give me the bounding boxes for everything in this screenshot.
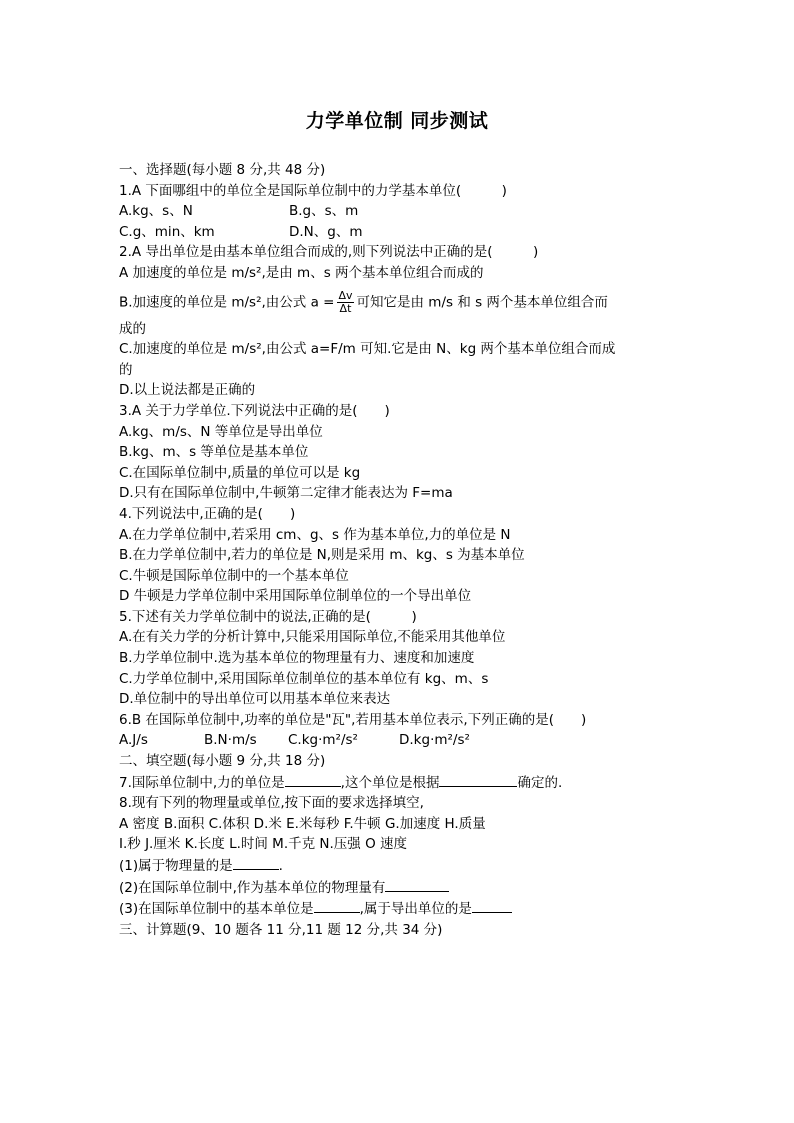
question-6-options-row bbox=[119, 730, 679, 751]
question-2-stem: 2.A 导出单位是由基本单位组合而成的,则下列说法中正确的是( ) bbox=[119, 244, 539, 261]
document-body bbox=[119, 160, 679, 940]
question-5-option-c: C.力学单位制中,采用国际单位制单位的基本单位有 kg、m、s bbox=[119, 670, 489, 687]
question-6-option-b: B.N·m/s bbox=[204, 732, 257, 749]
section-heading-fill: 二、填空题(每小题 9 分,共 18 分) bbox=[119, 753, 326, 770]
question-1-options-row-2 bbox=[119, 222, 679, 243]
question-7-blank-1 bbox=[285, 772, 341, 787]
question-1-option-a: A.kg、s、N bbox=[119, 203, 193, 220]
question-8-part-1 bbox=[119, 855, 679, 877]
question-6-option-c: C.kg·m²/s² bbox=[288, 732, 358, 749]
question-8-stem: 8.现有下列的物理量或单位,按下面的要求选择填空, bbox=[119, 795, 424, 812]
question-8-list-1: A 密度 B.面积 C.体积 D.米 E.米每秒 F.牛顿 G.加速度 H.质量 bbox=[119, 815, 486, 832]
question-1-option-c: C.g、min、km bbox=[119, 223, 215, 240]
question-8-part-3-text: (3)在国际单位制中的基本单位是 bbox=[119, 901, 314, 918]
question-2-option-c: C.加速度的单位是 m/s²,由公式 a=F/m 可知.它是由 N、kg 两个基本单位组合而成 bbox=[119, 341, 616, 358]
question-6-stem: 6.B 在国际单位制中,功率的单位是"瓦",若用基本单位表示,下列正确的是( ) bbox=[119, 711, 587, 728]
question-8-part-3-blank-1 bbox=[314, 898, 360, 913]
question-3-stem: 3.A 关于力学单位.下列说法中正确的是( ) bbox=[119, 402, 390, 419]
question-4-option-a: A.在力学单位制中,若采用 cm、g、s 作为基本单位,力的单位是 N bbox=[119, 526, 511, 543]
question-8-part-2-blank bbox=[385, 877, 449, 892]
question-3-option-c: C.在国际单位制中,质量的单位可以是 kg bbox=[119, 464, 361, 481]
question-8-part-1-blank bbox=[233, 855, 279, 870]
question-6-option-a: A.J/s bbox=[119, 732, 148, 749]
question-3-option-d: D.只有在国际单位制中,牛顿第二定律才能表达为 F=ma bbox=[119, 485, 453, 502]
formula-fraction bbox=[337, 290, 353, 315]
question-2-option-d: D.以上说法都是正确的 bbox=[119, 382, 256, 399]
question-8-part-3 bbox=[119, 898, 679, 920]
question-2-option-a: A 加速度的单位是 m/s²,是由 m、s 两个基本单位组合而成的 bbox=[119, 264, 484, 281]
question-5-stem: 5.下述有关力学单位制中的说法,正确的是( ) bbox=[119, 608, 417, 625]
fraction-denominator: Δt bbox=[339, 301, 352, 315]
section-heading-calc: 三、计算题(9、10 题各 11 分,11 题 12 分,共 34 分) bbox=[119, 921, 443, 938]
question-3-option-b: B.kg、m、s 等单位是基本单位 bbox=[119, 444, 309, 461]
question-4-option-d: D 牛顿是力学单位制中采用国际单位制单位的一个导出单位 bbox=[119, 588, 472, 605]
question-7 bbox=[119, 772, 679, 794]
fraction-numerator: Δv bbox=[338, 288, 353, 302]
question-8-part-3-mid: ,属于导出单位的是 bbox=[359, 901, 472, 918]
question-1-option-d: D.N、g、m bbox=[289, 223, 363, 240]
question-8-part-1-text: (1)属于物理量的是 bbox=[119, 858, 233, 874]
question-2-option-b-continued: 成的 bbox=[119, 320, 146, 337]
question-8-list-2: I.秒 J.厘米 K.长度 L.时间 M.千克 N.压强 O 速度 bbox=[119, 836, 407, 853]
question-1-stem: 1.A 下面哪组中的单位全是国际单位制中的力学基本单位( ) bbox=[119, 182, 507, 199]
question-3-option-a: A.kg、m/s、N 等单位是导出单位 bbox=[119, 423, 323, 440]
question-8-part-2-text: (2)在国际单位制中,作为基本单位的物理量有 bbox=[119, 879, 386, 896]
question-4-option-c: C.牛顿是国际单位制中的一个基本单位 bbox=[119, 567, 349, 584]
question-5-option-b: B.力学单位制中.选为基本单位的物理量有力、速度和加速度 bbox=[119, 650, 475, 667]
question-6-option-d: D.kg·m²/s² bbox=[399, 732, 470, 749]
question-7-text-2: ,这个单位是根据 bbox=[340, 774, 440, 791]
question-2-option-b-prefix: B.加速度的单位是 m/s²,由公式 a = bbox=[119, 294, 335, 311]
document-title: 力学单位制 同步测试 bbox=[305, 110, 489, 132]
question-5-option-a: A.在有关力学的分析计算中,只能采用国际单位,不能采用其他单位 bbox=[119, 629, 506, 646]
question-2-option-b-suffix: 可知它是由 m/s 和 s 两个基本单位组合而 bbox=[356, 294, 608, 311]
question-2-option-b bbox=[119, 290, 679, 315]
question-7-blank-2 bbox=[439, 772, 517, 787]
question-2-option-c-continued: 的 bbox=[119, 361, 133, 378]
question-5-option-d: D.单位制中的导出单位可以用基本单位来表达 bbox=[119, 691, 391, 708]
question-4-option-b: B.在力学单位制中,若力的单位是 N,则是采用 m、kg、s 为基本单位 bbox=[119, 547, 525, 564]
question-1-options-row-1 bbox=[119, 201, 679, 222]
question-7-text-3: 确定的. bbox=[517, 774, 563, 791]
question-8-part-2 bbox=[119, 877, 679, 899]
question-1-option-b: B.g、s、m bbox=[289, 203, 359, 220]
section-heading-choice: 一、选择题(每小题 8 分,共 48 分) bbox=[119, 162, 326, 178]
question-8-part-1-end: . bbox=[278, 858, 283, 874]
question-4-stem: 4.下列说法中,正确的是( ) bbox=[119, 505, 296, 522]
question-7-text-1: 7.国际单位制中,力的单位是 bbox=[119, 774, 285, 791]
question-8-part-3-blank-2 bbox=[472, 898, 512, 913]
